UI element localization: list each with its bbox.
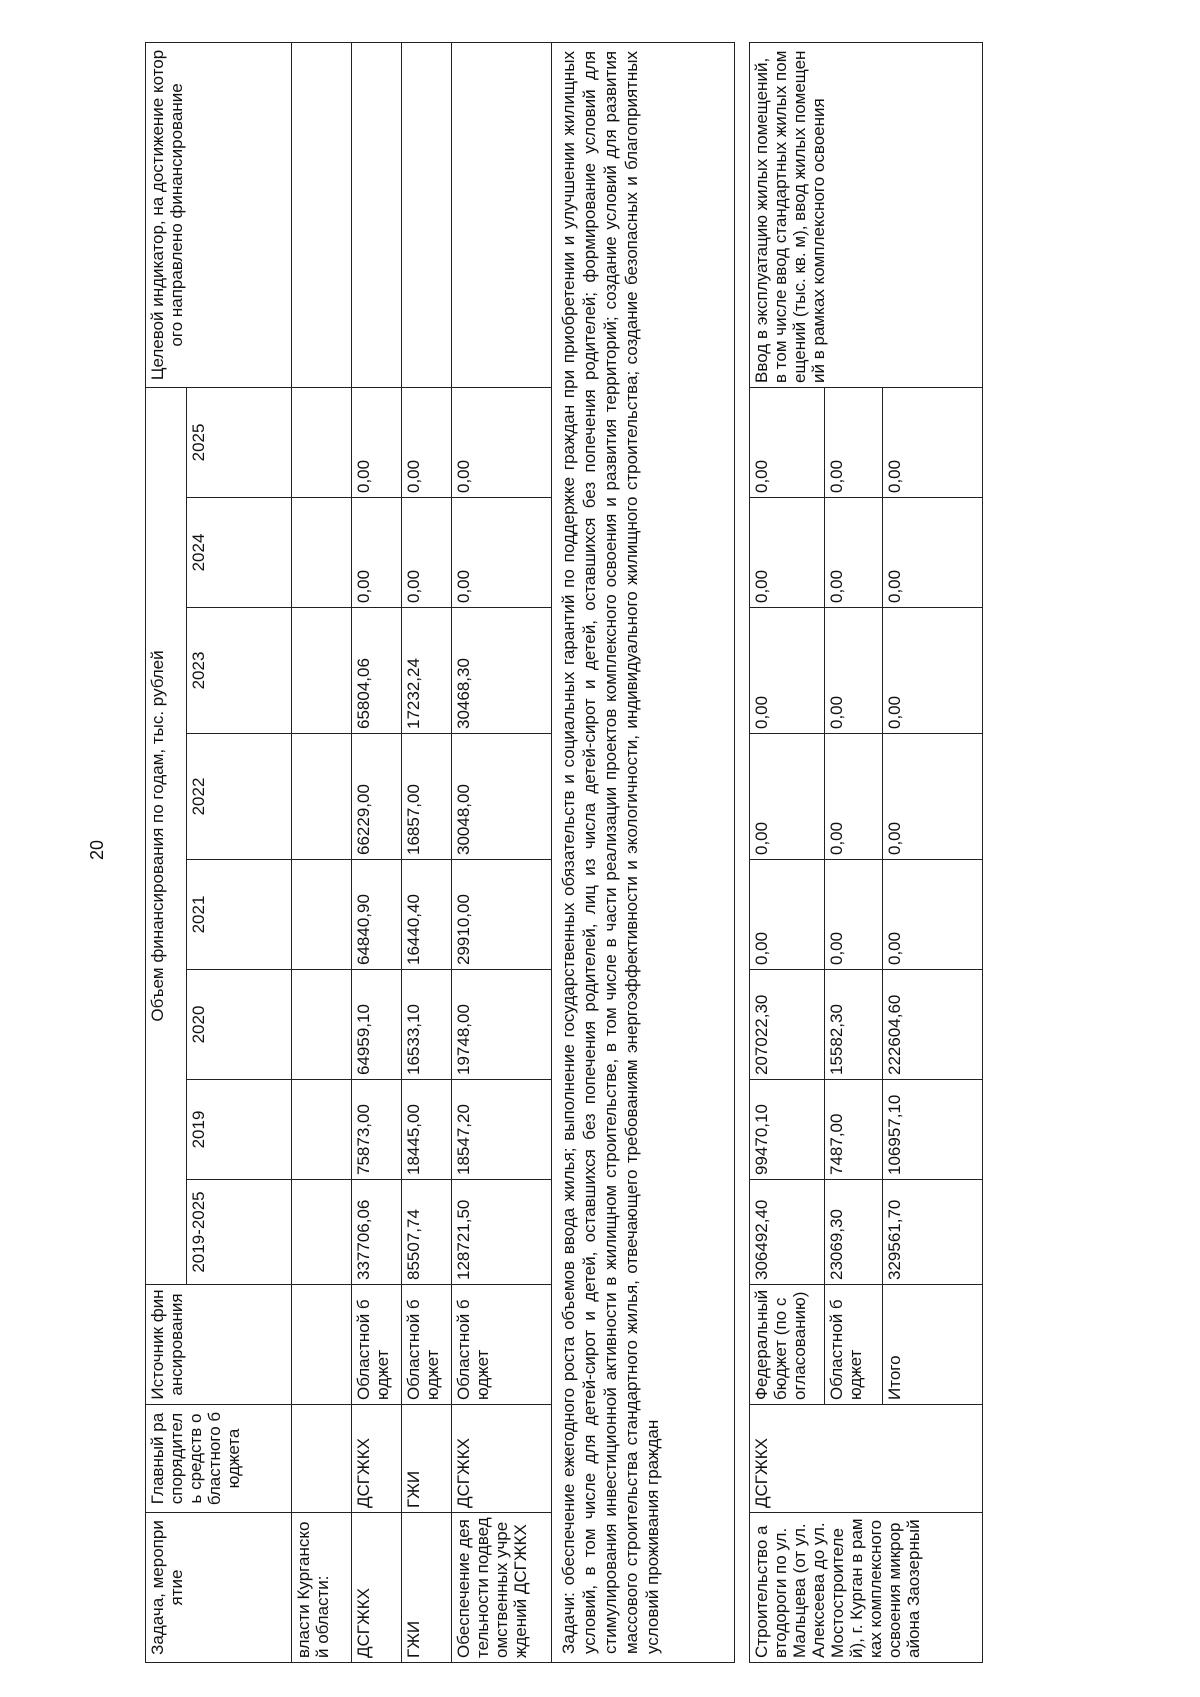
cell-value: 0,00	[825, 387, 883, 497]
cell-value: 329561,70	[883, 1180, 983, 1285]
cell-value: 16533,10	[402, 970, 452, 1080]
cell-value: 128721,50	[452, 1180, 552, 1285]
cell-value: 0,00	[452, 387, 552, 497]
cell-value: 0,00	[750, 498, 825, 608]
cell-value: 0,00	[883, 387, 983, 497]
header-volume: Объем финансирования по годам, тыс. рублей	[146, 387, 187, 1284]
cell-value	[292, 734, 352, 860]
cell-value: 0,00	[750, 608, 825, 734]
budget-table-frame	[145, 43, 1155, 1663]
cell-indicator	[292, 42, 352, 387]
cell-value: 0,00	[352, 498, 402, 608]
cell-value: 0,00	[402, 387, 452, 497]
header-task: Задача, мероприятие	[146, 1513, 292, 1663]
header-row-1	[146, 42, 187, 1662]
cell-value	[292, 970, 352, 1080]
cell-value: 7487,00	[825, 1080, 883, 1180]
cell-value: 64840,90	[352, 860, 402, 970]
cell-value: 0,00	[883, 734, 983, 860]
cell-value: 66229,00	[352, 734, 402, 860]
cell-value: 337706,06	[352, 1180, 402, 1285]
cell-value: 85507,74	[402, 1180, 452, 1285]
cell-value: 0,00	[825, 860, 883, 970]
cell-value: 23069,30	[825, 1180, 883, 1285]
cell-task: Обеспечение деятельности подведомственных учреждений ДСГЖКХ	[452, 1513, 552, 1663]
cell-value: 222604,60	[883, 970, 983, 1080]
cell-task: Строительство автодороги по ул. Мальцева (от ул. Алексеева до ул. Мостостроителей), г. Курган в рамках комплексного освоения микрорайона Заозерный	[750, 1513, 983, 1663]
cell-source: Федеральный бюджет (по согласованию)	[750, 1285, 825, 1405]
cell-value	[292, 498, 352, 608]
cell-task: ДСГЖКХ	[352, 1513, 402, 1663]
header-year: 2024	[187, 498, 292, 608]
cell-value: 75873,00	[352, 1080, 402, 1180]
cell-value: 0,00	[883, 498, 983, 608]
cell-task: власти Курганской области:	[292, 1513, 352, 1663]
cell-value: 99470,10	[750, 1080, 825, 1180]
cell-value	[292, 1080, 352, 1180]
cell-manager: ГЖИ	[402, 1405, 452, 1513]
cell-indicator	[402, 42, 452, 387]
cell-source: Областной бюджет	[402, 1285, 452, 1405]
page-number: 20	[87, 839, 107, 861]
cell-value: 30468,30	[452, 608, 552, 734]
table-row	[750, 42, 825, 1662]
table-row	[452, 42, 552, 1662]
cell-indicator	[352, 42, 402, 387]
cell-value: 15582,30	[825, 970, 883, 1080]
cell-value: 106957,10	[883, 1080, 983, 1180]
cell-source: Областной бюджет	[352, 1285, 402, 1405]
cell-manager: ДСГЖКХ	[452, 1405, 552, 1513]
cell-value: 0,00	[825, 734, 883, 860]
cell-value: 306492,40	[750, 1180, 825, 1285]
cell-value	[292, 860, 352, 970]
header-year: 2022	[187, 734, 292, 860]
cell-source: Областной бюджет	[452, 1285, 552, 1405]
gap-cell	[735, 42, 750, 1662]
cell-value: 0,00	[402, 498, 452, 608]
header-year: 2019-2025	[187, 1180, 292, 1285]
cell-value: 0,00	[750, 860, 825, 970]
header-year: 2019	[187, 1080, 292, 1180]
cell-value: 16857,00	[402, 734, 452, 860]
cell-value: 0,00	[750, 387, 825, 497]
table-row	[352, 42, 402, 1662]
cell-indicator	[452, 42, 552, 387]
table-row	[402, 42, 452, 1662]
cell-value: 17232,24	[402, 608, 452, 734]
cell-value: 0,00	[452, 498, 552, 608]
cell-value	[292, 1180, 352, 1285]
cell-value	[292, 387, 352, 497]
cell-manager	[292, 1405, 352, 1513]
header-year: 2021	[187, 860, 292, 970]
cell-value: 0,00	[883, 860, 983, 970]
cell-value: 0,00	[883, 608, 983, 734]
cell-value: 0,00	[825, 498, 883, 608]
cell-source: Областной бюджет	[825, 1285, 883, 1405]
header-source: Источник финансирования	[146, 1285, 292, 1405]
cell-task: ГЖИ	[402, 1513, 452, 1663]
cell-value: 18547,20	[452, 1080, 552, 1180]
cell-value: 18445,00	[402, 1080, 452, 1180]
cell-manager: ДСГЖКХ	[352, 1405, 402, 1513]
cell-source: Итого	[883, 1285, 983, 1405]
cell-value: 64959,10	[352, 970, 402, 1080]
cell-value: 0,00	[352, 387, 402, 497]
cell-value: 207022,30	[750, 970, 825, 1080]
gap-row	[735, 42, 750, 1662]
tasks-text: Задачи: обеспечение ежегодного роста объемов ввода жилья; выполнение государственных обязательств и социальных гарантий по поддержке граждан при приобретении и улучшении жилищных условий, в том числе для детей-сирот и детей, оставшихся без попечения родителей, лиц из числа детей-сирот и детей, оставшихся без попечения родителей; формирование условий для стимулирования инвестиционной активности в жилищном строительстве, в том числе в части реализации проектов комплексного освоения и развития территорий; создание условий для развития массового строительства стандартного жилья, отвечающего требованиям энергоэффективности и экологичности, индивидуального жилищного строительства; создание безопасных и благоприятных условий проживания граждан	[552, 42, 735, 1662]
cell-value: 16440,40	[402, 860, 452, 970]
cell-value: 29910,00	[452, 860, 552, 970]
cell-value: 0,00	[750, 734, 825, 860]
header-year: 2025	[187, 387, 292, 497]
cell-value: 0,00	[825, 608, 883, 734]
cell-value: 65804,06	[352, 608, 402, 734]
cell-value	[292, 608, 352, 734]
header-year: 2020	[187, 970, 292, 1080]
budget-table	[145, 42, 983, 1663]
cell-value: 30048,00	[452, 734, 552, 860]
header-indicator: Целевой индикатор, на достижение которого направлено финансирование	[146, 42, 292, 387]
tasks-row	[552, 42, 735, 1662]
cell-value: 19748,00	[452, 970, 552, 1080]
header-manager: Главный распорядитель средств областного бюджета	[146, 1405, 292, 1513]
cell-source	[292, 1285, 352, 1405]
table-row	[292, 42, 352, 1662]
cell-manager: ДСГЖКХ	[750, 1405, 983, 1513]
cell-indicator: Ввод в эксплуатацию жилых помещений, в том числе ввод стандартных жилых помещений (тыс. кв. м), ввод жилых помещений в рамках комплексного освоения	[750, 42, 983, 387]
header-year: 2023	[187, 608, 292, 734]
